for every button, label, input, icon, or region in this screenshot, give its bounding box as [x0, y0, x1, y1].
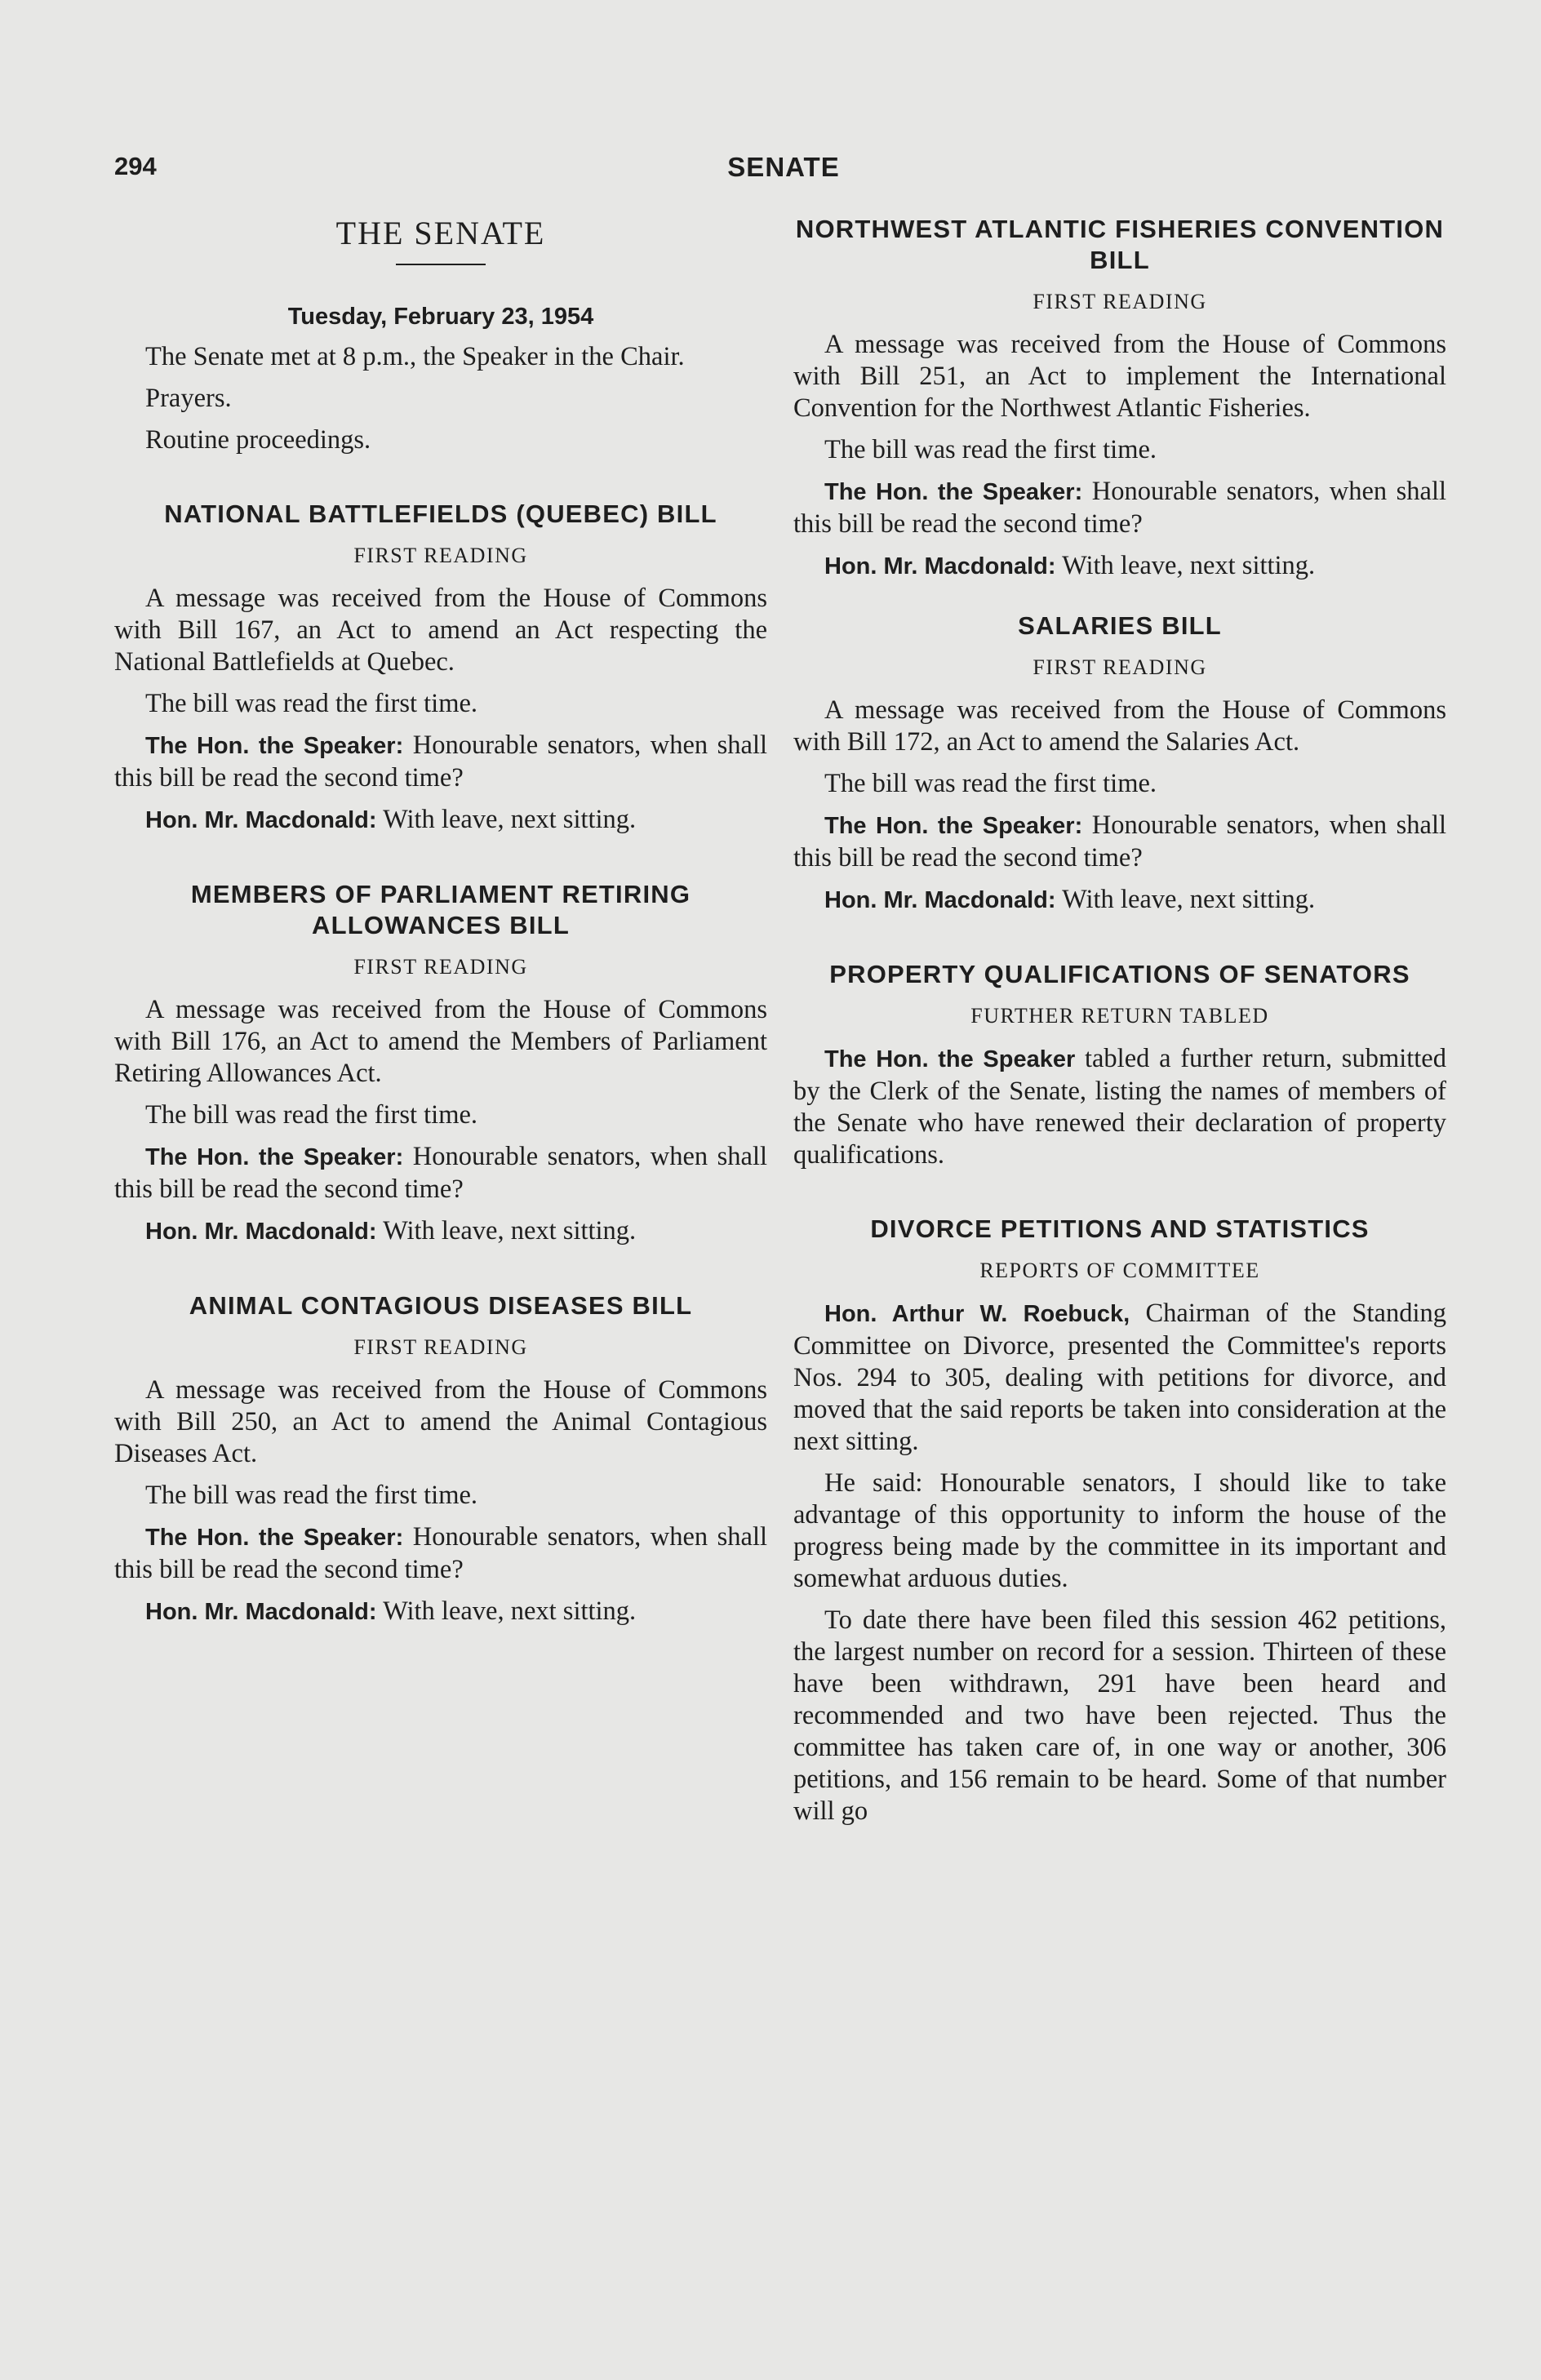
reply-paragraph: [114, 1596, 767, 1628]
section-subheading: REPORTS OF COMMITTEE: [979, 1259, 1260, 1282]
opening-paragraph: The Senate met at 8 p.m., the Speaker in the Chair.: [145, 342, 685, 371]
read-paragraph: The bill was read the first time.: [145, 1481, 478, 1510]
sitting-date: Tuesday, February 23, 1954: [287, 304, 594, 330]
reply-paragraph: [793, 550, 1446, 583]
speaker-paragraph: [114, 1141, 767, 1206]
speech-text: Honourable senators, when shall this bill be read the second time?: [793, 810, 1447, 873]
speech-text: With leave, next sitting.: [376, 1216, 637, 1246]
read-paragraph: The bill was read the first time.: [145, 689, 478, 718]
speaker-name: Hon. Mr. Macdonald:: [824, 887, 1056, 913]
speech-text: With leave, next sitting.: [376, 1596, 637, 1626]
reply-paragraph: [793, 884, 1446, 917]
reply-paragraph: [114, 1215, 767, 1248]
speech-text: With leave, next sitting.: [1055, 551, 1316, 580]
speech-text: With leave, next sitting.: [376, 805, 637, 834]
speech-text: tabled a further return, submitted by the Clerk of the Senate, listing the names of members of the Senate who have renewed their declaration of property qualifications.: [793, 1044, 1446, 1170]
body-paragraph: To date there have been filed this session 462 petitions, the largest number on record for a session. Thirteen of these have been withdrawn, 291 have been heard and recommended and two have been rejected. Thus the committee has taken care of, in one way or another, 306 petitions, and 156 remain to be heard. Some of that number will go: [793, 1605, 1446, 1826]
speech-text: Honourable senators, when shall this bill be read the second time?: [793, 477, 1447, 539]
message-paragraph: A message was received from the House of Commons with Bill 250, an Act to amend the Animal Contagious Diseases Act.: [114, 1375, 767, 1468]
speaker-paragraph: [793, 476, 1446, 540]
section-retiring-allowances: [114, 879, 767, 1248]
read-paragraph: The bill was read the first time.: [824, 769, 1157, 798]
section-heading: SALARIES BILL: [1018, 611, 1222, 640]
speaker-name: The Hon. the Speaker:: [824, 813, 1083, 839]
section-subheading: FIRST READING: [353, 1335, 528, 1359]
right-column: [793, 214, 1446, 1837]
speaker-name: The Hon. the Speaker:: [145, 1144, 404, 1170]
section-subheading: FIRST READING: [1033, 655, 1207, 679]
read-paragraph: The bill was read the first time.: [145, 1100, 478, 1130]
section-salaries: [793, 611, 1446, 917]
section-animal-diseases: [114, 1290, 767, 1628]
speaker-name: The Hon. the Speaker:: [145, 733, 404, 759]
page-header: [114, 152, 1453, 193]
left-column: [114, 214, 767, 1638]
speech-text: Honourable senators, when shall this bill be read the second time?: [114, 1142, 768, 1204]
speaker-paragraph: [793, 810, 1446, 874]
speech-text: With leave, next sitting.: [1055, 885, 1316, 914]
section-subheading: FIRST READING: [353, 544, 528, 567]
speaker-name: Hon. Mr. Macdonald:: [145, 1219, 377, 1245]
section-divorce-petitions: [793, 1214, 1446, 1827]
message-paragraph: A message was received from the House of Commons with Bill 176, an Act to amend the Members of Parliament Retiring Allowances Act.: [114, 995, 767, 1088]
section-heading: DIVORCE PETITIONS AND STATISTICS: [870, 1214, 1370, 1243]
message-paragraph: A message was received from the House of Commons with Bill 172, an Act to amend the Salaries Act.: [793, 695, 1446, 757]
speaker-name: The Hon. the Speaker:: [824, 479, 1083, 505]
section-heading: MEMBERS OF PARLIAMENT RETIRING ALLOWANCES BILL: [190, 880, 691, 939]
section-subheading: FIRST READING: [1033, 290, 1207, 313]
section-fisheries-convention: [793, 214, 1446, 583]
section-heading: ANIMAL CONTAGIOUS DISEASES BILL: [189, 1291, 693, 1320]
routine-paragraph: Routine proceedings.: [145, 425, 371, 455]
speaker-name: Hon. Mr. Macdonald:: [145, 1599, 377, 1625]
speech-text: Honourable senators, when shall this bill be read the second time?: [114, 730, 768, 793]
message-paragraph: A message was received from the House of Commons with Bill 167, an Act to amend an Act respecting the National Battlefields at Quebec.: [114, 584, 767, 677]
section-national-battlefields: [114, 499, 767, 837]
page-title: THE SENATE: [335, 215, 546, 251]
read-paragraph: The bill was read the first time.: [824, 435, 1157, 464]
section-property-qualifications: [793, 959, 1446, 1171]
speaker-paragraph: [114, 730, 767, 794]
title-rule: [396, 264, 486, 265]
speech-text: Chairman of the Standing Committee on Divorce, presented the Committee's reports Nos. 294 to 305, dealing with petitions for divorce, and moved that the said reports be taken into consideration at the next sitting.: [793, 1299, 1447, 1456]
reply-paragraph: [114, 804, 767, 837]
section-heading: NORTHWEST ATLANTIC FISHERIES CONVENTION BILL: [795, 215, 1445, 274]
speaker-name: The Hon. the Speaker: [824, 1046, 1076, 1072]
speaker-name: Hon. Mr. Macdonald:: [145, 807, 377, 833]
message-paragraph: A message was received from the House of Commons with Bill 251, an Act to implement the International Convention for the Northwest Atlantic Fisheries.: [793, 330, 1446, 423]
speech-text: Honourable senators, when shall this bill be read the second time?: [114, 1522, 768, 1584]
section-subheading: FIRST READING: [353, 955, 528, 979]
section-subheading: FURTHER RETURN TABLED: [970, 1004, 1269, 1028]
section-heading: PROPERTY QUALIFICATIONS OF SENATORS: [829, 960, 1410, 988]
speaker-paragraph: [793, 1043, 1446, 1171]
running-head: SENATE: [727, 152, 840, 182]
section-heading: NATIONAL BATTLEFIELDS (QUEBEC) BILL: [164, 500, 717, 528]
speaker-name: Hon. Mr. Macdonald:: [824, 553, 1056, 579]
page-number: 294: [114, 152, 157, 180]
speaker-name: The Hon. the Speaker:: [145, 1525, 404, 1551]
body-paragraph: He said: Honourable senators, I should like to take advantage of this opportunity to inform the house of the progress being made by the committee in its important and somewhat arduous duties.: [793, 1468, 1446, 1593]
speaker-paragraph: [793, 1298, 1446, 1458]
speaker-name: Hon. Arthur W. Roebuck,: [824, 1301, 1130, 1327]
prayers-paragraph: Prayers.: [145, 384, 232, 413]
speaker-paragraph: [114, 1521, 767, 1586]
